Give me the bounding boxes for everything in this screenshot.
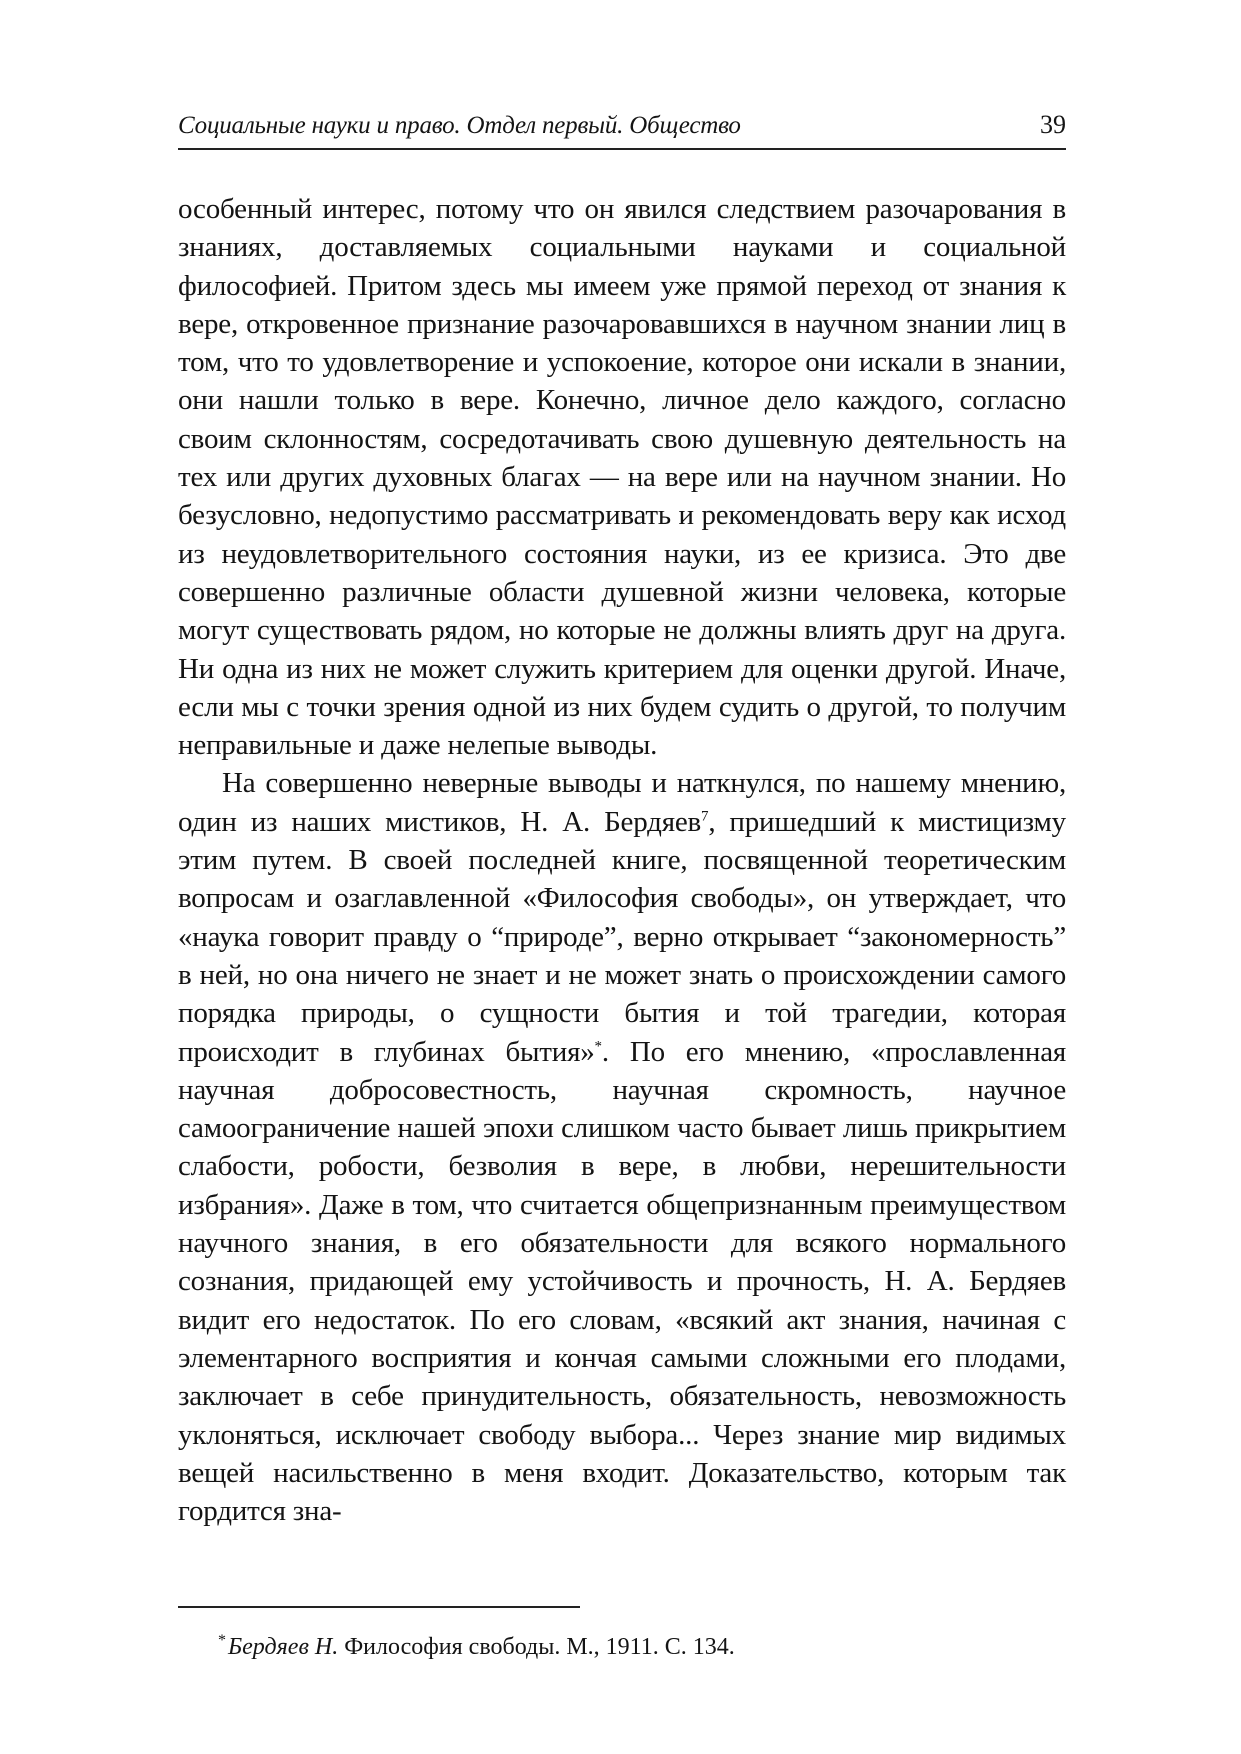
paragraph-2-text-3: . По его мнению, «прославленная научная добросовестность, научная скромность, научное самоограничение нашей эпохи слишком часто бывает лишь прикрытием слабости, робости, безволия в вере, в любви, нерешительности избрания». Даже в том, что считается общепризнанным преимуществом научного знания, в его обязательности для всякого нормального сознания, придающей ему устойчивость и прочность, Н. А. Бердяев видит его недостаток. По его словам, «всякий акт знания, начиная с элементарного восприятия и кончая самыми сложными его плодами, заключает в себе принудительность, обязательность, невозможность уклоняться, исключает свободу выбора... Через знание мир видимых вещей насильственно в меня входит. Доказательство, которым так гордится зна-: [178, 1035, 1067, 1528]
paragraph-2-text-2: , пришедший к мистицизму этим путем. В своей последней книге, посвященной теоретическим вопросам и озаглавленной «Философия свободы», он утверждает, что «наука говорит правду о “природе”, верно открывает “закономерность” в ней, но она ничего не знает и не может знать о происхождении самого порядка природы, о сущности бытия и той трагедии, которая происходит в глубинах бытия»: [178, 805, 1066, 1068]
footnote-mark: *: [218, 1632, 226, 1649]
main-text: [178, 190, 1066, 1530]
running-title: Социальные науки и право. Отдел первый. Общество: [178, 112, 741, 139]
page-number: 39: [1040, 110, 1066, 139]
footnote-author: Бердяев Н.: [228, 1634, 339, 1660]
paragraph-2: [178, 764, 1066, 1530]
footnote-rule: [178, 1606, 580, 1608]
footnote-reference-star: *: [594, 1037, 602, 1054]
paragraph-1: особенный интерес, потому что он явился следствием разочарования в знаниях, доставляемых социальными науками и социальной философией. Притом здесь мы имеем уже прямой переход от знания к вере, откровенное признание разочаровавшихся в научном знании лиц в том, что то удовлетворение и успокоение, которое они искали в знании, они нашли только в вере. Конечно, личное дело каждого, согласно своим склонностям, сосредотачивать свою душевную деятельность на тех или других духовных благах — на вере или на научном знании. Но безусловно, недопустимо рассматривать и рекомендовать веру как исход из неудовлетворительного состояния науки, из ее кризиса. Это две совершенно различные области душевной жизни человека, которые могут существовать рядом, но которые не должны влиять друг на друга. Ни одна из них не может служить критерием для оценки другой. Иначе, если мы с точки зрения одной из них будем судить о другой, то получим неправильные и даже нелепые выводы.: [178, 193, 1066, 762]
header-rule: [178, 148, 1066, 150]
footnote-citation: Философия свободы. М., 1911. С. 134.: [338, 1634, 735, 1660]
footnote: [218, 1634, 735, 1661]
page-header: [178, 108, 1066, 148]
footnote-reference-7: 7: [701, 808, 709, 825]
paragraph-2-text-1: На совершенно неверные выводы и наткнулся, по нашему мнению, один из наших мистиков, Н. А. Бердяев: [178, 767, 1066, 838]
